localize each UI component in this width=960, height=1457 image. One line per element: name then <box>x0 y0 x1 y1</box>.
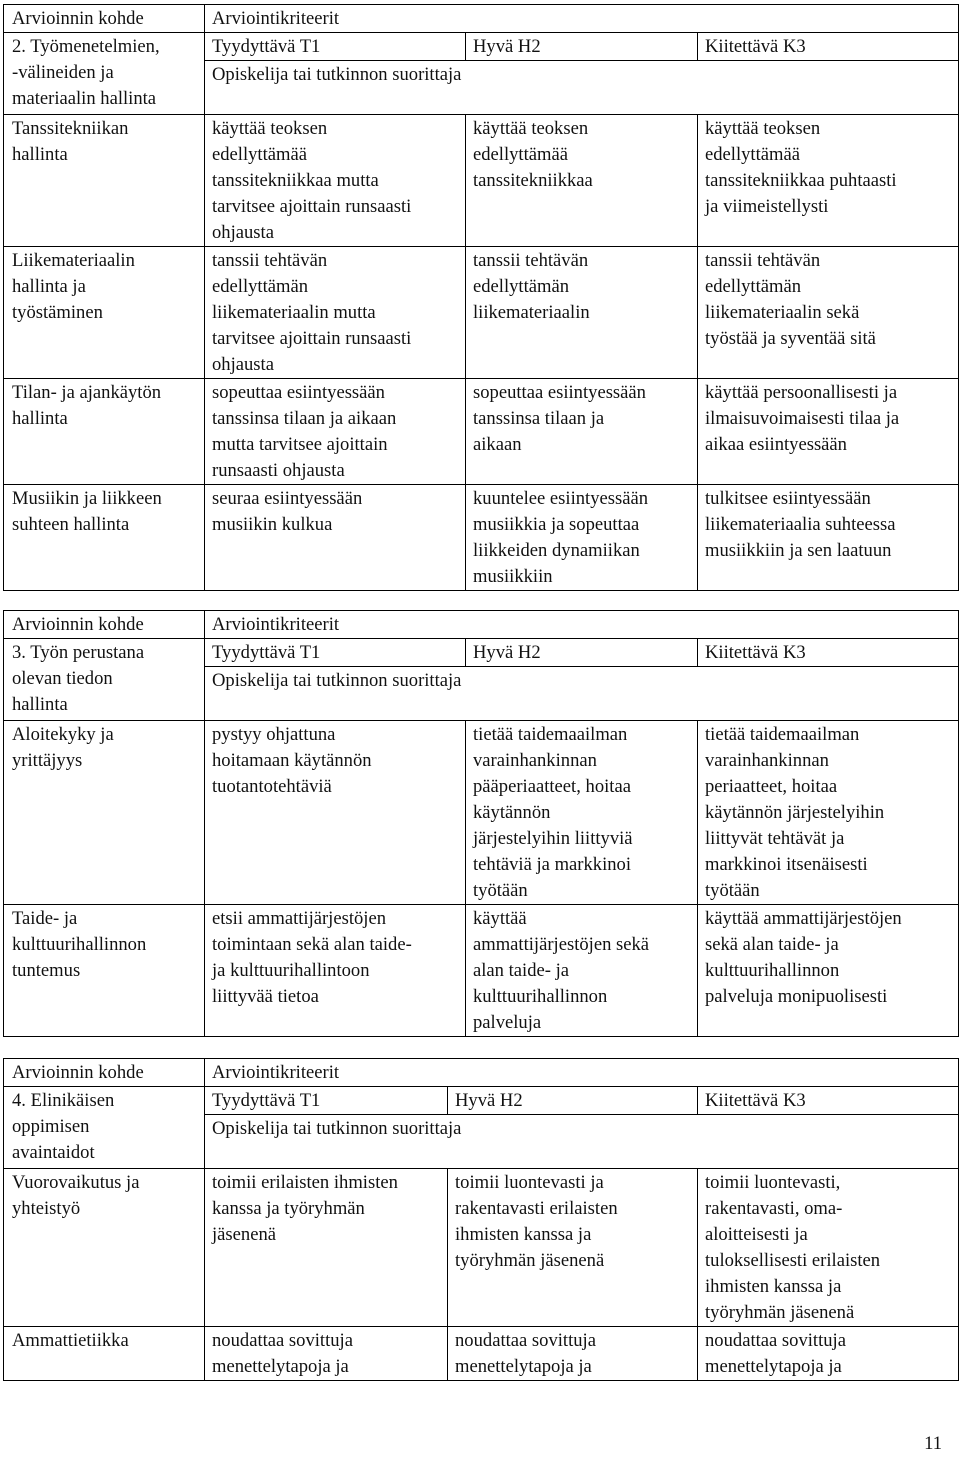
criteria-k3: toimii luontevasti, rakentavasti, oma- aloitteisesti ja tuloksellisesti erilaisten ihmisten kanssa ja työryhmän jäsenenä <box>698 1169 959 1327</box>
criteria-target: Ammattietiikka <box>4 1327 205 1381</box>
criteria-target: Liikemateriaalin hallinta ja työstäminen <box>4 247 205 379</box>
criteria-h2: käyttää ammattijärjestöjen sekä alan taide- ja kulttuurihallinnon palveluja <box>466 905 698 1037</box>
level-k3-label: Kiitettävä K3 <box>698 1087 959 1115</box>
table-row <box>4 721 959 905</box>
criteria-h2: tietää taidemaailman varainhankinnan pääperiaatteet, hoitaa käytännön järjestelyihin liittyviä tehtäviä ja markkinoi työtään <box>466 721 698 905</box>
level-k3-label: Kiitettävä K3 <box>698 639 959 667</box>
criteria-table-tyomenetelmat <box>3 4 959 591</box>
criteria-t1: etsii ammattijärjestöjen toimintaan sekä alan taide- ja kulttuurihallintoon liittyvää tietoa <box>205 905 466 1037</box>
criteria-k3: tulkitsee esiintyessään liikemateriaalia suhteessa musiikkiin ja sen laatuun <box>698 485 959 591</box>
assessment-area: 4. Elinikäisen oppimisen avaintaidot <box>4 1087 205 1169</box>
criteria-h2: kuuntelee esiintyessään musiikkia ja sopeuttaa liikkeiden dynamiikan musiikkiin <box>466 485 698 591</box>
criteria-target: Taide- ja kulttuurihallinnon tuntemus <box>4 905 205 1037</box>
table-header-row <box>4 5 959 33</box>
table-header-row <box>4 639 959 667</box>
criteria-h2: käyttää teoksen edellyttämää tanssitekniikkaa <box>466 115 698 247</box>
criteria-target: Musiikin ja liikkeen suhteen hallinta <box>4 485 205 591</box>
criteria-k3: käyttää ammattijärjestöjen sekä alan taide- ja kulttuurihallinnon palveluja monipuolisesti <box>698 905 959 1037</box>
table-row <box>4 485 959 591</box>
criteria-t1: noudattaa sovittuja menettelytapoja ja <box>205 1327 448 1381</box>
criteria-k3: käyttää persoonallisesti ja ilmaisuvoimaisesti tilaa ja aikaa esiintyessään <box>698 379 959 485</box>
kriteerit-label: Arviointikriteerit <box>205 5 959 33</box>
criteria-target: Aloitekyky ja yrittäjyys <box>4 721 205 905</box>
level-t1-label: Tyydyttävä T1 <box>205 639 466 667</box>
subject-label: Opiskelija tai tutkinnon suorittaja <box>205 667 959 721</box>
table-header-row <box>4 611 959 639</box>
criteria-h2: tanssii tehtävän edellyttämän liikemateriaalin <box>466 247 698 379</box>
table-row <box>4 1169 959 1327</box>
criteria-t1: sopeuttaa esiintyessään tanssinsa tilaan ja aikaan mutta tarvitsee ajoittain runsaasti ohjausta <box>205 379 466 485</box>
level-h2-label: Hyvä H2 <box>448 1087 698 1115</box>
table-header-row <box>4 1087 959 1115</box>
kriteerit-label: Arviointikriteerit <box>205 611 959 639</box>
table-row <box>4 379 959 485</box>
criteria-k3: tanssii tehtävän edellyttämän liikemateriaalin sekä työstää ja syventää sitä <box>698 247 959 379</box>
criteria-h2: noudattaa sovittuja menettelytapoja ja <box>448 1327 698 1381</box>
assessment-area: 2. Työmenetelmien, -välineiden ja materiaalin hallinta <box>4 33 205 115</box>
criteria-table-avaintaidot <box>3 1058 959 1381</box>
kriteerit-label: Arviointikriteerit <box>205 1059 959 1087</box>
level-h2-label: Hyvä H2 <box>466 33 698 61</box>
criteria-t1: tanssii tehtävän edellyttämän liikemateriaalin mutta tarvitsee ajoittain runsaasti ohjausta <box>205 247 466 379</box>
table-row <box>4 247 959 379</box>
kohde-label: Arvioinnin kohde <box>4 5 205 33</box>
table-header-row <box>4 33 959 61</box>
page-number: 11 <box>924 1433 942 1454</box>
level-t1-label: Tyydyttävä T1 <box>205 1087 448 1115</box>
criteria-k3: tietää taidemaailman varainhankinnan periaatteet, hoitaa käytännön järjestelyihin liittyvät tehtävät ja markkinoi itsenäisesti työtään <box>698 721 959 905</box>
criteria-target: Vuorovaikutus ja yhteistyö <box>4 1169 205 1327</box>
criteria-table-tiedon-hallinta <box>3 610 959 1037</box>
level-t1-label: Tyydyttävä T1 <box>205 33 466 61</box>
criteria-target: Tanssitekniikan hallinta <box>4 115 205 247</box>
criteria-target: Tilan- ja ajankäytön hallinta <box>4 379 205 485</box>
criteria-t1: käyttää teoksen edellyttämää tanssitekniikkaa mutta tarvitsee ajoittain runsaasti ohjausta <box>205 115 466 247</box>
criteria-h2: sopeuttaa esiintyessään tanssinsa tilaan ja aikaan <box>466 379 698 485</box>
criteria-t1: toimii erilaisten ihmisten kanssa ja työryhmän jäsenenä <box>205 1169 448 1327</box>
criteria-t1: seuraa esiintyessään musiikin kulkua <box>205 485 466 591</box>
kohde-label: Arvioinnin kohde <box>4 611 205 639</box>
criteria-t1: pystyy ohjattuna hoitamaan käytännön tuotantotehtäviä <box>205 721 466 905</box>
criteria-k3: käyttää teoksen edellyttämää tanssitekniikkaa puhtaasti ja viimeistellysti <box>698 115 959 247</box>
subject-label: Opiskelija tai tutkinnon suorittaja <box>205 61 959 115</box>
table-header-row <box>4 1059 959 1087</box>
assessment-area: 3. Työn perustana olevan tiedon hallinta <box>4 639 205 721</box>
level-k3-label: Kiitettävä K3 <box>698 33 959 61</box>
table-row <box>4 1327 959 1381</box>
criteria-k3: noudattaa sovittuja menettelytapoja ja <box>698 1327 959 1381</box>
level-h2-label: Hyvä H2 <box>466 639 698 667</box>
kohde-label: Arvioinnin kohde <box>4 1059 205 1087</box>
table-row <box>4 905 959 1037</box>
criteria-h2: toimii luontevasti ja rakentavasti erilaisten ihmisten kanssa ja työryhmän jäsenenä <box>448 1169 698 1327</box>
subject-label: Opiskelija tai tutkinnon suorittaja <box>205 1115 959 1169</box>
table-row <box>4 115 959 247</box>
